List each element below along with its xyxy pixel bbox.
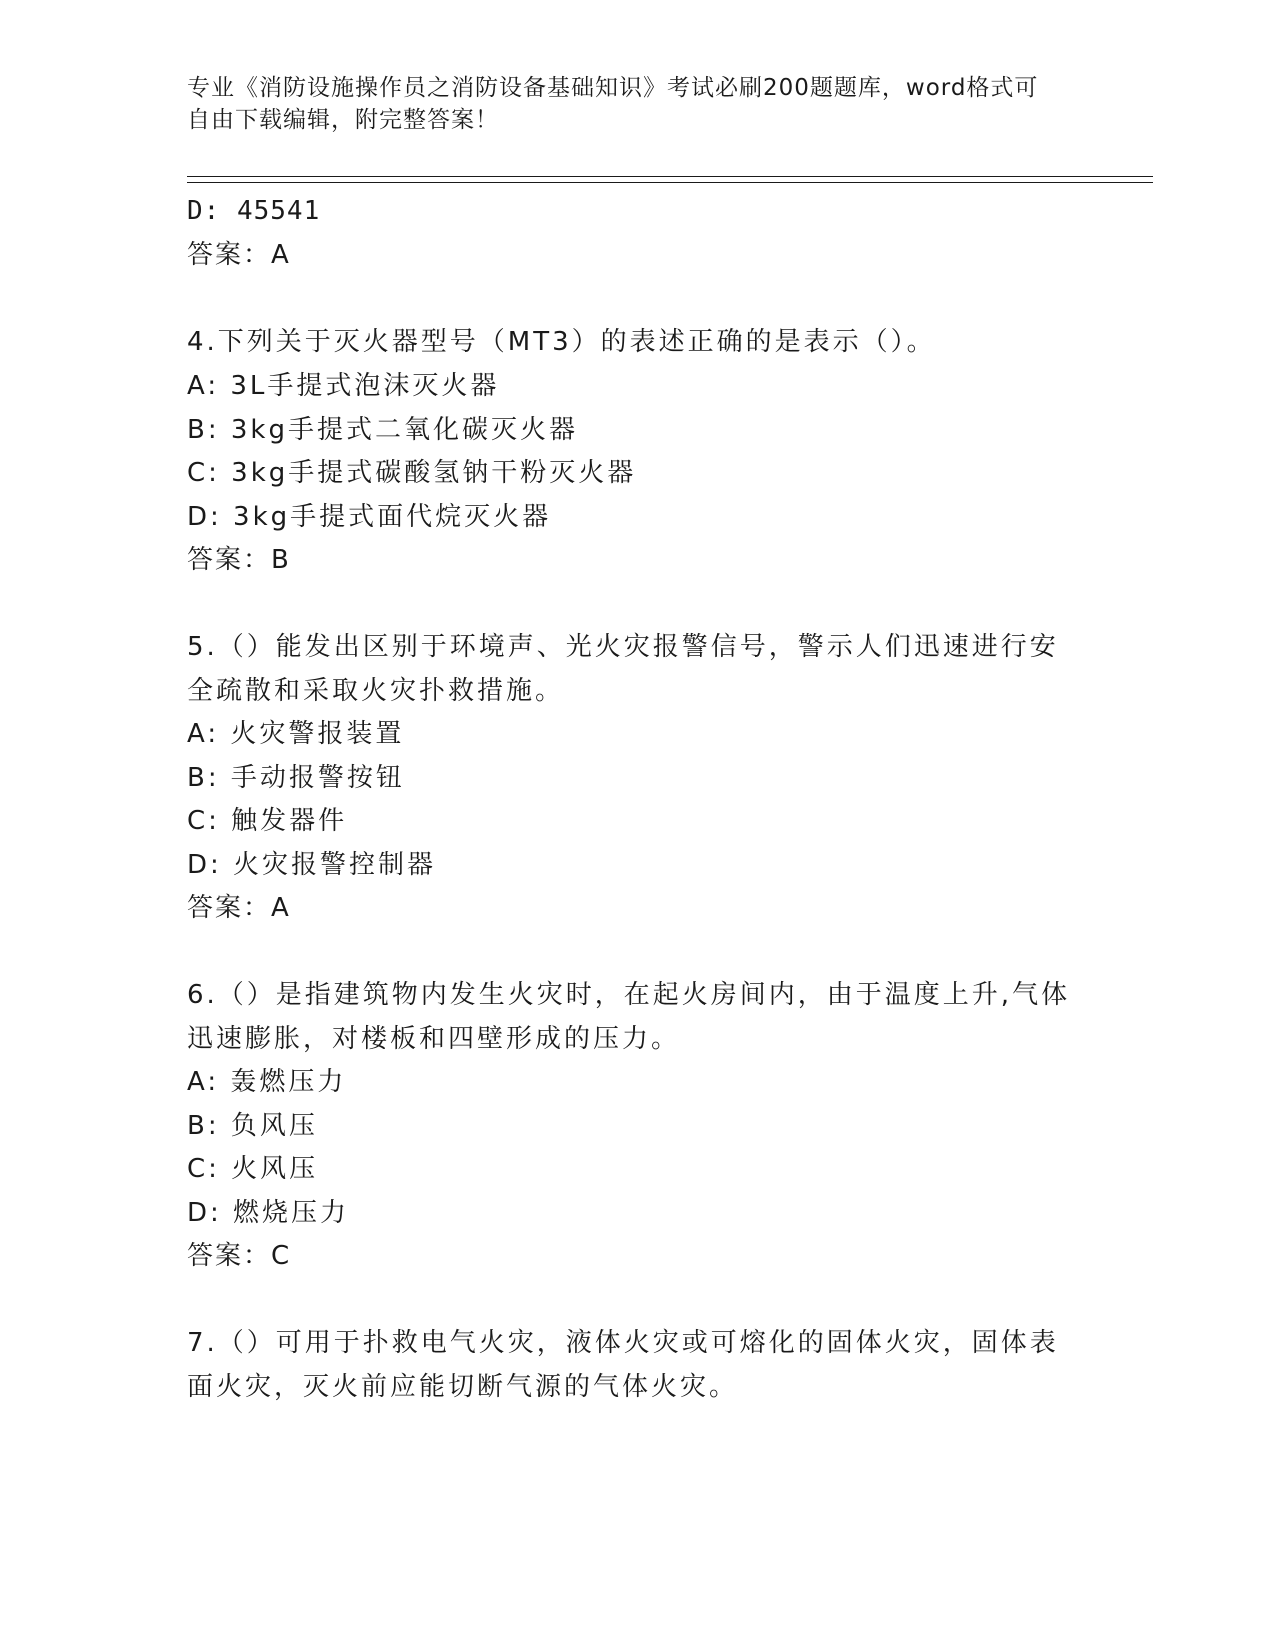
option-d: D: 45541: [187, 196, 321, 226]
question-6-answer: 答案：C: [187, 1241, 292, 1271]
question-stem-7-line-1: 7.（）可用于扑救电气火灾，液体火灾或可熔化的固体火灾，固体表: [187, 1328, 1059, 1358]
question-5-option-a: A: 火灾警报装置: [187, 719, 405, 749]
question-4-option-d: D: 3kg手提式面代烷灭火器: [187, 502, 552, 532]
question-4-option-b: B: 3kg手提式二氧化碳灭火器: [187, 415, 578, 445]
question-6-option-c: C: 火风压: [187, 1154, 319, 1184]
page-header: [187, 72, 1087, 136]
question-4-option-c: C: 3kg手提式碳酸氢钠干粉灭火器: [187, 458, 637, 488]
question-6-option-b: B: 负风压: [187, 1111, 318, 1141]
question-5-option-b: B: 手动报警按钮: [187, 763, 405, 793]
question-stem-4: 4.下列关于灭火器型号（MT3）的表述正确的是表示（）。: [187, 327, 936, 357]
question-stem-6-line-1: 6.（）是指建筑物内发生火灾时，在起火房间内，由于温度上升,气体: [187, 980, 1071, 1010]
answer-line: 答案：A: [187, 240, 291, 270]
question-stem-5-line-2: 全疏散和采取火灾扑救措施。: [187, 676, 565, 706]
header-divider-bottom: [187, 182, 1153, 183]
header-title-line-1: 专业《消防设施操作员之消防设备基础知识》考试必刷200题题库，word格式可: [187, 75, 1039, 101]
header-divider-top: [187, 176, 1153, 177]
question-6-option-d: D: 燃烧压力: [187, 1198, 350, 1228]
question-5-option-c: C: 触发器件: [187, 806, 348, 836]
question-5-option-d: D: 火灾报警控制器: [187, 850, 437, 880]
question-4-option-a: A: 3L手提式泡沫灭火器: [187, 371, 500, 401]
question-4-answer: 答案：B: [187, 545, 291, 575]
question-6-option-a: A: 轰燃压力: [187, 1067, 347, 1097]
question-5-answer: 答案：A: [187, 893, 291, 923]
header-title-line-2: 自由下载编辑，附完整答案！: [187, 107, 499, 133]
question-stem-6-line-2: 迅速膨胀，对楼板和四壁形成的压力。: [187, 1024, 681, 1054]
question-stem-5-line-1: 5.（）能发出区别于环境声、光火灾报警信号，警示人们迅速进行安: [187, 632, 1059, 662]
question-stem-7-line-2: 面火灾，灭火前应能切断气源的气体火灾。: [187, 1372, 739, 1402]
